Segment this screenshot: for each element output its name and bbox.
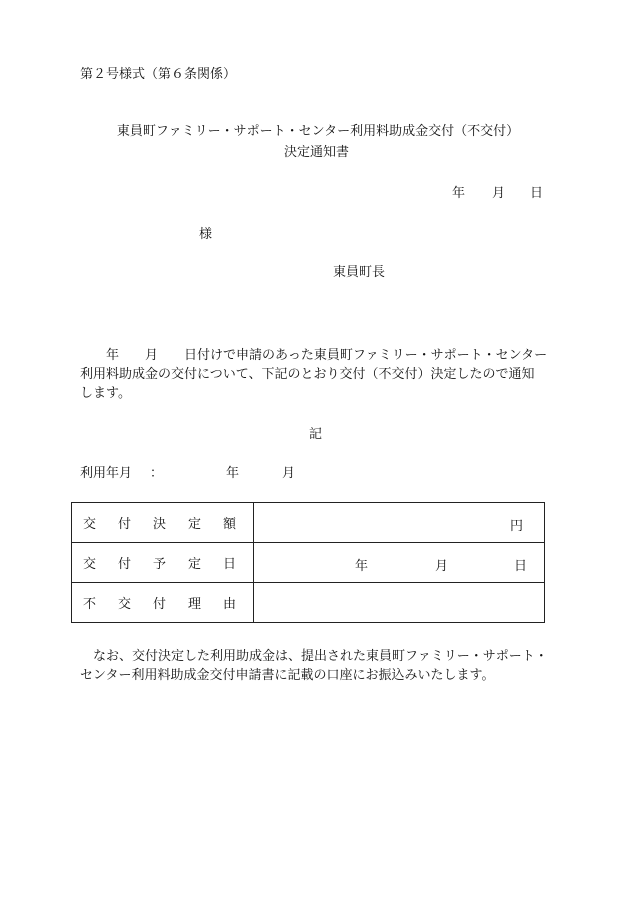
date-month-label: 月 bbox=[492, 186, 506, 201]
usage-month-month: 月 bbox=[282, 466, 296, 481]
body-paragraph bbox=[80, 346, 555, 403]
non-grant-reason-value bbox=[254, 583, 545, 623]
scheduled-day: 日 bbox=[514, 559, 528, 574]
closing-line-2: センター利用料助成金交付申請書に記載の口座にお振込みいたします。 bbox=[80, 668, 495, 683]
issue-date-line bbox=[452, 186, 543, 202]
grant-amount-value bbox=[254, 503, 545, 543]
usage-month-label: 利用年月 bbox=[80, 466, 133, 481]
scheduled-month: 月 bbox=[435, 559, 449, 574]
scheduled-year: 年 bbox=[355, 559, 369, 574]
form-number: 第２号様式（第６条関係） bbox=[80, 67, 237, 82]
usage-month-year: 年 bbox=[226, 466, 240, 481]
date-year-label: 年 bbox=[452, 186, 466, 201]
table-row bbox=[72, 543, 545, 583]
ki-heading: 記 bbox=[309, 427, 323, 442]
issuer-name: 東員町長 bbox=[333, 265, 386, 280]
closing-line-1: なお、交付決定した利用助成金は、提出された東員町ファミリー・サポート・ bbox=[93, 649, 548, 664]
body-line-1: 年 月 日付けで申請のあった東員町ファミリー・サポート・センター bbox=[106, 348, 548, 363]
title-line-1: 東員町ファミリー・サポート・センター利用料助成金交付（不交付） bbox=[116, 124, 520, 139]
usage-month-line bbox=[80, 466, 295, 482]
title-line-2: 決定通知書 bbox=[283, 145, 349, 160]
closing-paragraph bbox=[80, 647, 548, 685]
date-day-label: 日 bbox=[530, 186, 544, 201]
yen-unit: 円 bbox=[509, 519, 523, 534]
grant-amount-label: 交 付 決 定 額 bbox=[72, 503, 254, 543]
usage-month-colon: ： bbox=[150, 466, 164, 481]
body-line-2: 利用料助成金の交付について、下記のとおり交付（不交付）決定したので通知 bbox=[80, 367, 535, 382]
body-line-3: します。 bbox=[80, 386, 131, 401]
document-title bbox=[0, 124, 630, 166]
table-row bbox=[72, 583, 545, 623]
decision-table bbox=[71, 502, 545, 623]
scheduled-date-label: 交 付 予 定 日 bbox=[72, 543, 254, 583]
scheduled-date-value bbox=[254, 543, 545, 583]
addressee-suffix: 様 bbox=[199, 227, 213, 242]
non-grant-reason-label: 不 交 付 理 由 bbox=[72, 583, 254, 623]
table-row bbox=[72, 503, 545, 543]
